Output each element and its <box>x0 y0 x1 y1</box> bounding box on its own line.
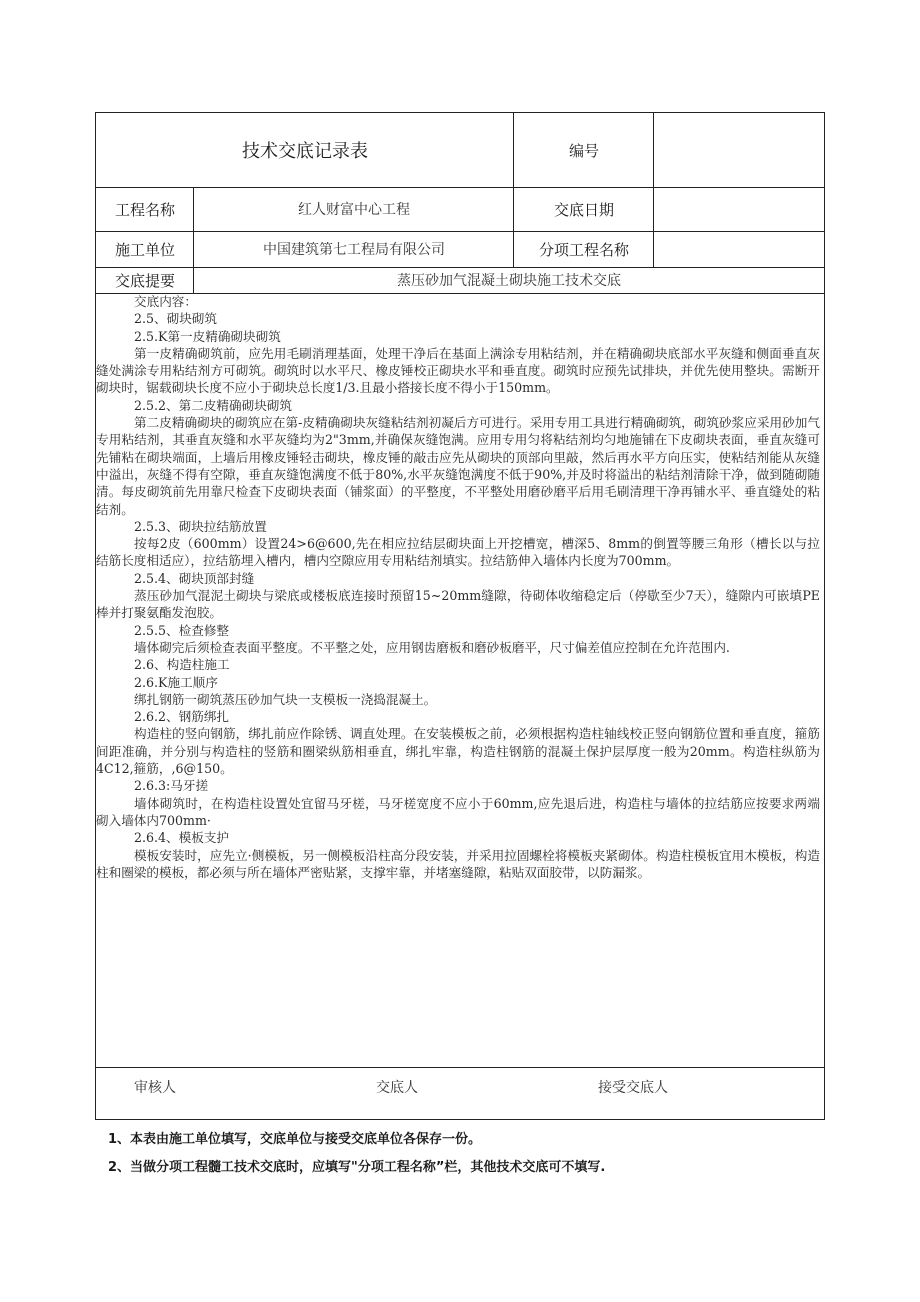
section-heading: 2.5、砌块砌筑 <box>134 311 217 327</box>
footnote-2: 2、当做分项工程髓工技术交底时，应填写"分项工程名称”栏，其他技术交底可不填写. <box>108 1160 606 1175</box>
section-paragraph: 墙体砌完后须检查表面平整度。不平整之处，应用钢齿磨板和磨砂板磨平，尺寸偏差值应控制在允许范围内. <box>134 639 730 655</box>
sub-project-field[interactable] <box>654 231 824 267</box>
project-name-label: 工程名称 <box>114 200 175 219</box>
section-paragraph: 绑扎钢筋一砌筑蒸压砂加气块一支模板一浇捣混凝土。 <box>134 691 437 707</box>
number-field[interactable] <box>654 113 824 187</box>
section-paragraph: 蒸压砂加气混泥土砌块与梁底或楼板底连接时预留15~20mm缝隙，待砌体收缩稳定后（停歇至少7天），缝隙内可嵌填PE棒并打聚氨酯发泡胶。 <box>96 588 820 621</box>
sub-project-label: 分项工程名称 <box>538 240 629 259</box>
summary-field[interactable]: 蒸压砂加气混凝土砌块施工技术交底 <box>397 273 621 289</box>
reviewer-label: 审核人 <box>134 1080 176 1096</box>
section-heading: 交底内容： <box>134 294 197 309</box>
footnote-1: 1、本表由施工单位填写，交底单位与接受交底单位各保存一份。 <box>108 1132 482 1147</box>
form-title: 技术交底记录表 <box>242 141 368 162</box>
receiver-label: 接受交底人 <box>598 1080 668 1096</box>
section-paragraph: 模板安装时，应先立·侧模板，另一侧模板沿柱高分段安装，并采用拉固螺栓将模板夹紧砌体。构造柱模板宜用木模板，构造柱和圈梁的模板，都必须与所在墙体严密贴紧，支撑牢靠，并堵塞缝隙，粘贴双面胶带，以防漏浆。 <box>96 847 820 880</box>
section-heading: 2.6.4、模板支护 <box>134 830 230 846</box>
presenter-label: 交底人 <box>376 1080 418 1096</box>
section-paragraph: 第二皮精确砌块的砌筑应在第-皮精确砌块灰缝粘结剂初凝后方可进行。采用专用工具进行精确砌筑，砌筑砂浆应采用砂加气专用粘结剂，其垂直灰缝和水平灰缝均为2"3mm,并确保灰缝饱满。应用专用匀将粘结剂均匀地施铺在下皮砌块表面，垂直灰缝可先铺粘在砌块端面，上墙后用橡皮锤轻击砌块，橡皮锤的敲击应先从砌块的顶部向里敲，然后再水平方向压实，使粘结剂能从灰缝中溢出，灰缝不得有空隙，垂直灰缝饱满度不低于80%,水平灰缝饱满度不低于90%,并及时将溢出的粘结剂清除干净，做到随砌随清。每皮砌筑前先用靠尺检查下皮砌块表面（铺浆面）的平整度，不平整处用磨砂磨平后用毛刷清理干净再铺水平、垂直缝处的粘结剂。 <box>96 415 820 517</box>
section-paragraph: 构造柱的竖向钢筋，绑扎前应作除锈、调直处理。在安装模板之前，必须根据构造柱轴线校正竖向钢筋位置和垂直度，箍筋间距准确，并分别与构造柱的竖筋和圈梁纵筋相垂直，绑扎牢靠，构造柱钢筋的混凝土保护层厚度一般为20mm。构造柱纵筋为4C12,箍筋，,6@150。 <box>96 726 820 777</box>
construction-unit-field[interactable]: 中国建筑第七工程局有限公司 <box>263 242 445 258</box>
date-field[interactable] <box>654 187 824 231</box>
section-heading: 2.5.K第一皮精确砌块砌筑 <box>134 328 281 344</box>
section-heading: 2.5.3、砌块拉结筋放置 <box>134 518 267 534</box>
project-name-field[interactable]: 红人财富中心工程 <box>298 202 410 218</box>
section-heading: 2.6、构造柱施工 <box>134 657 230 673</box>
summary-label: 交底提要 <box>114 271 175 290</box>
section-heading: 2.6.K施工顺序 <box>134 674 218 690</box>
section-heading: 2.6.3:马牙搓 <box>134 778 209 794</box>
construction-unit-label: 施工单位 <box>114 240 175 259</box>
section-heading: 2.6.2、钢筋绑扎 <box>134 709 230 725</box>
section-heading: 2.5.5、检查修整 <box>134 622 230 638</box>
grid-line <box>96 1067 824 1068</box>
section-paragraph: 第一皮精确砌筑前，应先用毛刷消理基面，处理干净后在基面上满涂专用粘结剂，并在精确砌块底部水平灰缝和侧面垂直灰缝处满涂专用粘结剂方可砌筑。砌筑时以水平尺、橡皮锤校正砌块水平和垂直度。砌筑时应预先试排块，并优先使用整块。需断开砌块时，锯载砌块长度不应小于砌块总长度1/3.且最小搭接长度不得小于150mm。 <box>96 345 820 396</box>
section-paragraph: 按每2皮（600mm）设置24>6@600,先在相应拉结层砌块面上开挖槽宽，槽深5、8mm的倒置等腰三角形（槽长以与拉结筋长度相适应），拉结筋埋入槽内，槽内空隙应用专用粘结剂填实。拉结筋伸入墙体内长度为700mm。 <box>96 536 820 569</box>
briefing-content <box>96 293 824 881</box>
section-paragraph: 墙体砌筑时，在构造柱设置处宜留马牙槎，马牙槎宽度不应小于60mm,应先退后进，构造柱与墙体的拉结筋应按要求两端砌入墙体内700mm· <box>96 795 820 828</box>
section-heading: 2.5.4、砌块顶部封缝 <box>134 570 255 586</box>
date-label: 交底日期 <box>553 200 614 219</box>
section-heading: 2.5.2、第二皮精确砌块砌筑 <box>134 397 292 413</box>
number-label: 编号 <box>568 141 599 160</box>
tech-briefing-form <box>95 112 825 1120</box>
